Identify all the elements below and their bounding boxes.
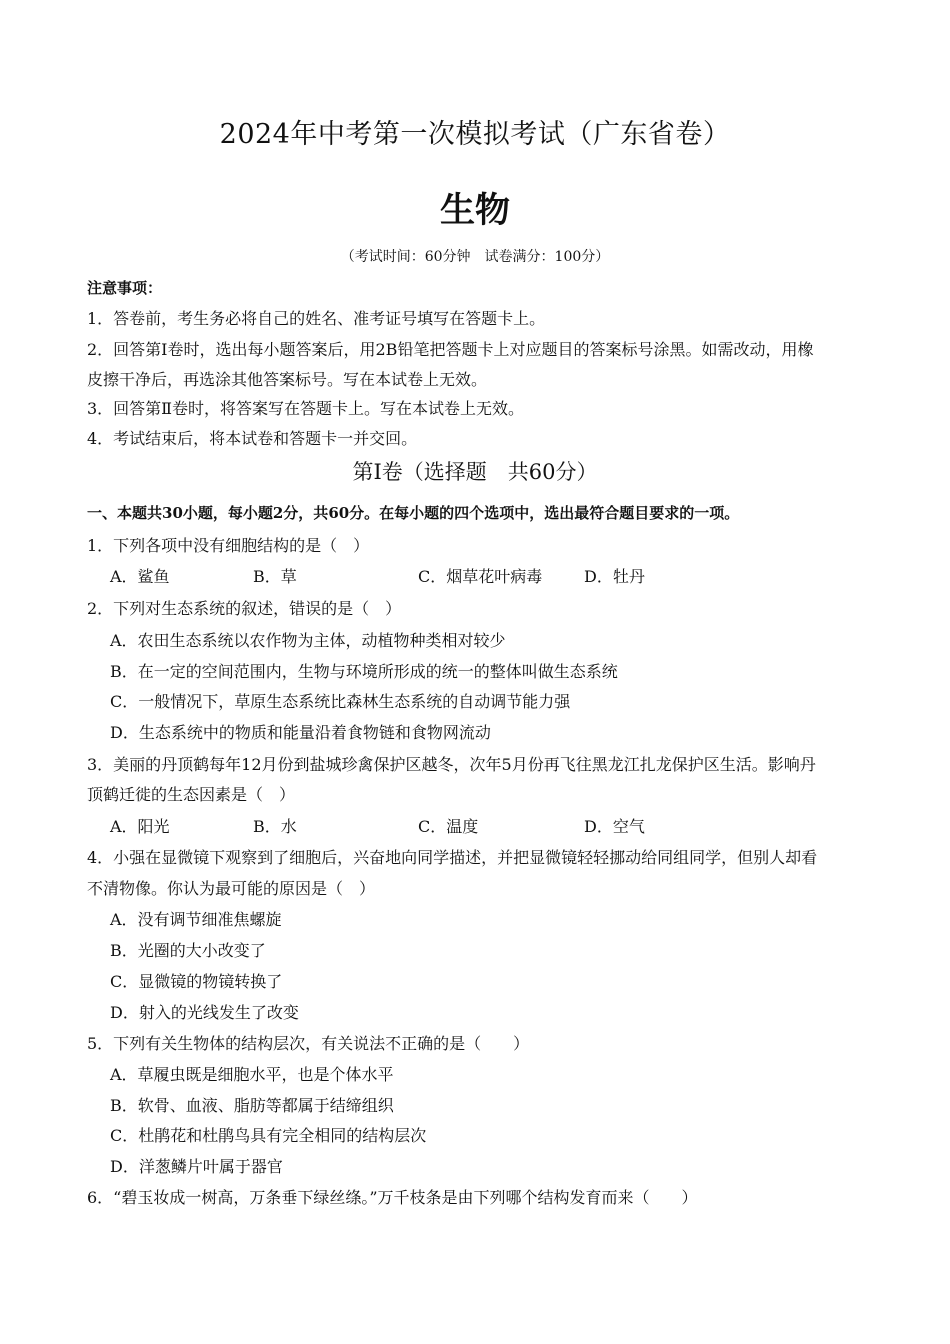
question-2-option-b: B．在一定的空间范围内，生物与环境所形成的统一的整体叫做生态系统 bbox=[110, 662, 618, 681]
question-4-stem-line-1: 4．小强在显微镜下观察到了细胞后，兴奋地向同学描述，并把显微镜轻轻挪动给同组同学，但别人却看 bbox=[87, 848, 818, 867]
subject-title: 生物 bbox=[439, 190, 510, 231]
note-item-2-line-2: 皮擦干净后，再选涂其他答案标号。写在本试卷上无效。 bbox=[87, 370, 488, 389]
note-item-2-line-1: 2．回答第Ⅰ卷时，选出每小题答案后，用2B铅笔把答题卡上对应题目的答案标号涂黑。如需改动，用橡 bbox=[87, 340, 814, 359]
question-6-stem: 6．“碧玉妆成一树高，万条垂下绿丝绦。”万千枝条是由下列哪个结构发育而来（ ） bbox=[87, 1188, 698, 1207]
question-5-option-b: B．软骨、血液、脂肪等都属于结缔组织 bbox=[110, 1096, 394, 1115]
question-5-option-a: A．草履虫既是细胞水平，也是个体水平 bbox=[110, 1065, 394, 1084]
exam-title: 2024年中考第一次模拟考试（广东省卷） bbox=[219, 119, 731, 150]
question-1-option-a: A．鲨鱼 bbox=[110, 567, 170, 586]
question-3-stem-line-1: 3．美丽的丹顶鹤每年12月份到盐城珍禽保护区越冬，次年5月份再飞往黑龙江扎龙保护区生活。影响丹 bbox=[87, 755, 816, 774]
notes-heading: 注意事项： bbox=[87, 279, 163, 297]
question-2-option-a: A．农田生态系统以农作物为主体，动植物种类相对较少 bbox=[110, 631, 506, 650]
question-1-option-d: D．牡丹 bbox=[584, 567, 645, 586]
question-3-option-d: D．空气 bbox=[584, 817, 645, 836]
question-3-option-b: B．水 bbox=[253, 817, 297, 836]
question-3-option-c: C．温度 bbox=[418, 817, 479, 836]
question-2-option-c: C．一般情况下，草原生态系统比森林生态系统的自动调节能力强 bbox=[110, 692, 571, 711]
question-3-option-a: A．阳光 bbox=[110, 817, 170, 836]
question-5-option-d: D．洋葱鳞片叶属于器官 bbox=[110, 1157, 283, 1176]
question-4-option-c: C．显微镜的物镜转换了 bbox=[110, 972, 283, 991]
section-instruction: 一、本题共30小题，每小题2分，共60分。在每小题的四个选项中，选出最符合题目要求的一项。 bbox=[87, 504, 740, 522]
question-1-option-c: C．烟草花叶病毒 bbox=[418, 567, 543, 586]
note-item-3: 3．回答第Ⅱ卷时，将答案写在答题卡上。写在本试卷上无效。 bbox=[87, 399, 525, 418]
note-item-4: 4．考试结束后，将本试卷和答题卡一并交回。 bbox=[87, 429, 418, 448]
question-1-stem: 1．下列各项中没有细胞结构的是（ ） bbox=[87, 536, 370, 555]
exam-info: （考试时间：60分钟 试卷满分：100分） bbox=[340, 249, 610, 265]
question-2-stem: 2．下列对生态系统的叙述，错误的是（ ） bbox=[87, 599, 402, 618]
question-4-stem-line-2: 不清物像。你认为最可能的原因是（ ） bbox=[87, 879, 376, 898]
question-1-option-b: B．草 bbox=[253, 567, 297, 586]
question-4-option-d: D．射入的光线发生了改变 bbox=[110, 1003, 299, 1022]
question-5-option-c: C．杜鹃花和杜鹃鸟具有完全相同的结构层次 bbox=[110, 1126, 427, 1145]
section-title: 第Ⅰ卷（选择题 共60分） bbox=[352, 460, 598, 484]
note-item-1: 1．答卷前，考生务必将自己的姓名、准考证号填写在答题卡上。 bbox=[87, 309, 546, 328]
question-2-option-d: D．生态系统中的物质和能量沿着食物链和食物网流动 bbox=[110, 723, 491, 742]
question-5-stem: 5．下列有关生物体的结构层次，有关说法不正确的是（ ） bbox=[87, 1034, 530, 1053]
question-4-option-b: B．光圈的大小改变了 bbox=[110, 941, 266, 960]
question-4-option-a: A．没有调节细准焦螺旋 bbox=[110, 910, 282, 929]
question-3-stem-line-2: 顶鹤迁徙的生态因素是（ ） bbox=[87, 785, 296, 804]
